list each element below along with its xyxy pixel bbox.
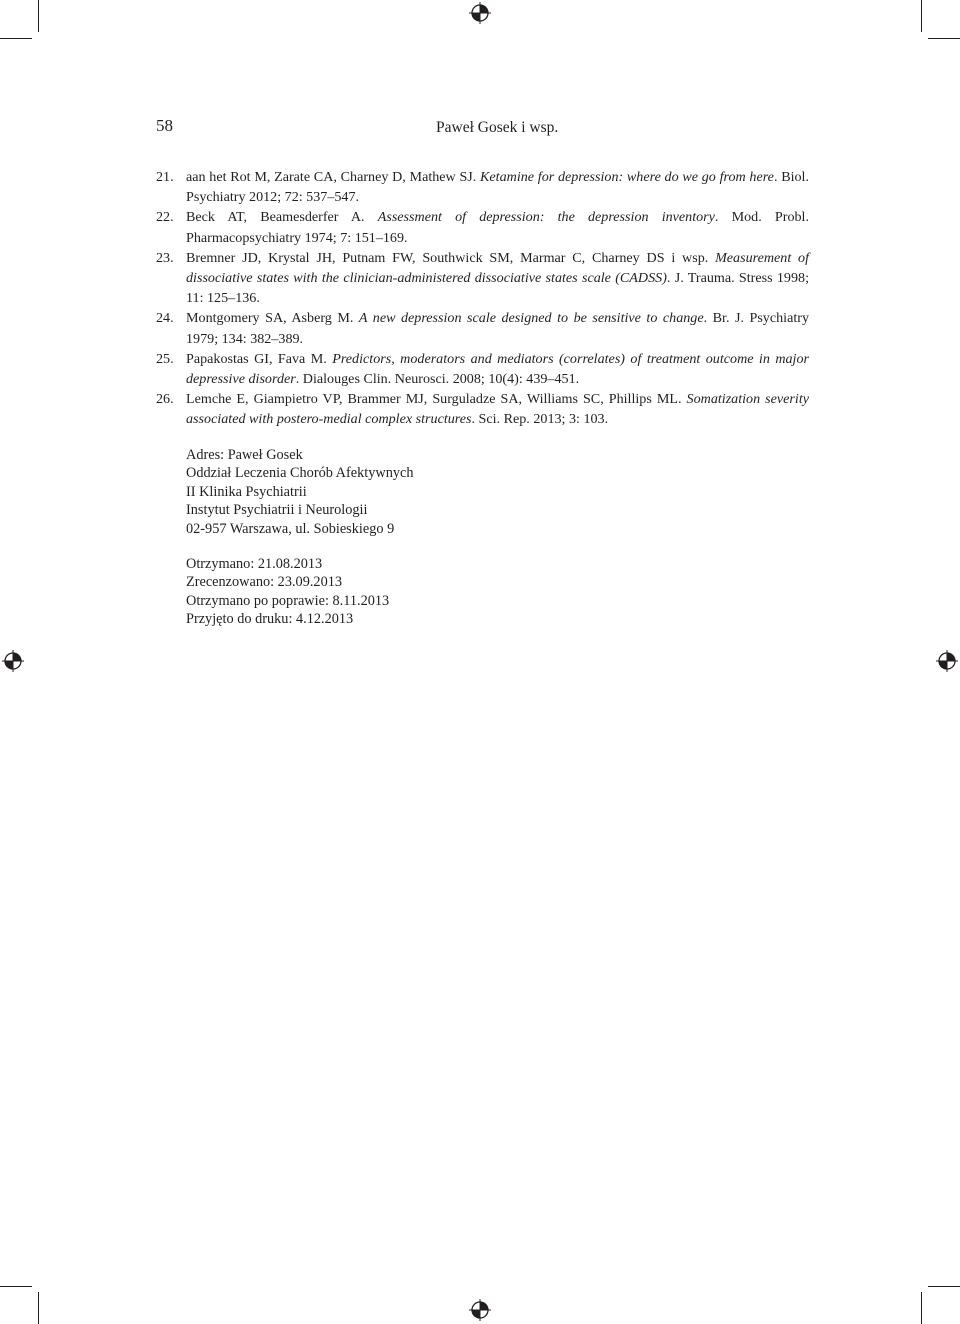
registration-target-icon (469, 1299, 491, 1321)
reference-text (186, 167, 809, 207)
reference-authors: Papakostas GI, Fava M. (186, 350, 333, 367)
reviewed-date: Zrecenzowano: 23.09.2013 (186, 574, 343, 591)
reference-text (186, 248, 809, 309)
reference-text (186, 308, 809, 348)
crop-mark-top-right-v (921, 0, 922, 32)
reference-title: Measurement of dissociative states with the clinician-administered dissociative states scale (CADSS) (186, 249, 810, 287)
reference-list (156, 167, 809, 430)
received-date: Otrzymano: 21.08.2013 (186, 556, 323, 572)
running-head: Paweł Gosek i wsp. (436, 119, 559, 136)
reference-source: . J. Trauma. Stress 1998; 11: 125–136. (186, 270, 809, 307)
reference-source: . Dialouges Clin. Neurosci. 2008; 10(4): 439–451. (295, 371, 580, 388)
reference-authors: Lemche E, Giampietro VP, Brammer MJ, Surguladze SA, Williams SC, Phillips ML. (186, 391, 687, 408)
reference-item (156, 167, 809, 207)
reference-number: 22. (156, 209, 174, 226)
reference-number: 25. (156, 350, 174, 367)
crop-mark-top-right-h (928, 38, 960, 39)
correspondence-address (186, 446, 413, 538)
reference-title: Somatization severity associated with postero-medial complex structures (186, 391, 810, 428)
reference-authors: Beck AT, Beamesderfer A. (186, 209, 378, 226)
reference-item (156, 308, 809, 348)
address-line: Instytut Psychiatrii i Neurologii (186, 502, 368, 519)
address-line: Adres: Paweł Gosek (186, 447, 303, 463)
reference-title: Predictors, moderators and mediators (correlates) of treatment outcome in major depressive disorder (186, 350, 810, 388)
reference-text (186, 207, 809, 247)
address-line: Oddział Leczenia Chorób Afektywnych (186, 465, 414, 482)
revised-date: Otrzymano po poprawie: 8.11.2013 (186, 592, 390, 609)
reference-source: . Mod. Probl. Pharmacopsychiatry 1974; 7: 151–169. (186, 209, 809, 246)
reference-item (156, 389, 809, 429)
reference-source: . Biol. Psychiatry 2012; 72: 537–547. (186, 169, 809, 206)
reference-item (156, 207, 809, 247)
reference-text (186, 389, 809, 429)
page-number: 58 (156, 116, 173, 135)
reference-number: 26. (156, 391, 174, 408)
registration-target-icon (936, 650, 958, 672)
crop-mark-bottom-left-h (0, 1286, 32, 1287)
registration-target-icon (469, 2, 491, 24)
reference-source: . Sci. Rep. 2013; 3: 103. (471, 411, 609, 428)
reference-authors: aan het Rot M, Zarate CA, Charney D, Mathew SJ. (186, 169, 481, 185)
reference-authors: Bremner JD, Krystal JH, Putnam FW, Southwick SM, Marmar C, Charney DS i wsp. (186, 249, 716, 266)
accepted-date: Przyjęto do druku: 4.12.2013 (186, 611, 354, 628)
reference-title: Assessment of depression: the depression inventory (377, 209, 715, 226)
reference-number: 21. (156, 169, 174, 185)
reference-number: 23. (156, 249, 174, 266)
reference-number: 24. (156, 310, 174, 327)
reference-authors: Montgomery SA, Asberg M. (186, 310, 359, 327)
reference-item (156, 248, 809, 309)
crop-mark-bottom-right-v (921, 1292, 922, 1324)
reference-title: A new depression scale designed to be sensitive to change (358, 310, 704, 327)
reference-item (156, 349, 809, 389)
registration-target-icon (2, 650, 24, 672)
crop-mark-top-left-h (0, 38, 32, 39)
reference-source: . Br. J. Psychiatry 1979; 134: 382–389. (186, 310, 809, 347)
crop-mark-bottom-left-v (38, 1292, 39, 1324)
editorial-dates (186, 555, 389, 629)
address-line: 02-957 Warszawa, ul. Sobieskiego 9 (186, 520, 395, 537)
address-line: II Klinika Psychiatrii (186, 483, 307, 500)
crop-mark-bottom-right-h (928, 1286, 960, 1287)
reference-title: Ketamine for depression: where do we go from here (480, 169, 774, 185)
reference-text (186, 349, 809, 389)
crop-mark-top-left-v (38, 0, 39, 32)
